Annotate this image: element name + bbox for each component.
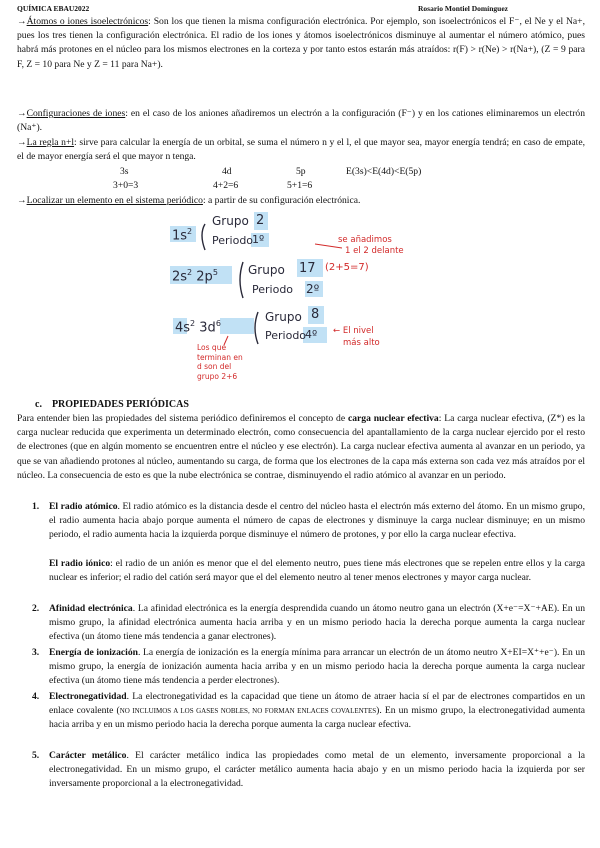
hw-row3-period-label: Periodo — [265, 329, 307, 342]
list-item-electronegativity — [32, 690, 585, 733]
paragraph-effective-charge — [17, 412, 585, 483]
hw-row1-config: $1s^2$ — [172, 227, 193, 244]
item-text: . La afinidad electrónica es la energía desprendida cuando un átomo neutro gana un electrón (X+e⁻=X⁻+AE). En un mismo grupo, la afinidad electrónica aumenta hacia arriba y en un mismo periodo hacia la derecha porque aumenta la carga nuclear efectiva (un átomo tiene más tendencia a ganar electrones). — [49, 603, 586, 643]
section-heading — [35, 399, 189, 410]
item-smallcaps-note: NO INCLUIMOS A LOS GASES NOBLES, NO FORMAN ENLACES COVALENTES — [119, 707, 377, 716]
intro-text: : La carga nuclear efectiva, (Z*) es la carga nuclear reducida que experimenta un determinado electrón, como consecuencia del apantallamiento de la carga nuclear ejercido por el resto de electrones (que en algún momento se encuentren entre el núcleo y ese electrón). La carga nuclear efectiva aumenta al avanzar en un periodo, ya que se van añadiendo protones al núcleo, aumentando su carga, de forma que los electrones de la capa más externa son cada vez más atraídos por el núcleo. La consecuencia de esto es que la nube electrónica se contrae, disminuyendo el radio atómico al avanzar en un periodo. — [17, 413, 585, 481]
header-author: Rosario Montiel Domínguez — [418, 4, 508, 13]
term-nl-rule: La regla n+l — [26, 137, 75, 148]
hw-note-level-line2: más alto — [343, 338, 380, 348]
hw-row1-group-value: 2 — [256, 213, 265, 228]
nl-col-4d: 4d — [222, 166, 232, 177]
hw-row3-group-label: Grupo — [265, 310, 302, 324]
item-text-b: ). En un mismo grupo, la electronegatividad aumenta hacia arriba y en un mismo periodo hacia la derecha porque aumenta la carga nuclear efectiva. — [49, 705, 585, 731]
item-text: . El carácter metálico indica las propiedades como metal de un elemento, inversamente proporcional a la electronegatividad. En un mismo grupo, el carácter metálico aumenta hacia abajo y en un mismo periodo hacia la izquierda por ser inversamente proporcional a la electronegatividad. — [49, 750, 585, 790]
item-number: 2. — [32, 603, 40, 614]
list-item-ionization-energy — [32, 646, 585, 689]
nl-sum-5p: 5+1=6 — [287, 180, 313, 191]
list-item-atomic-radius — [32, 500, 585, 543]
item-number: 1. — [32, 501, 40, 512]
intro-pre: Para entender bien las propiedades del sistema periódico definiremos el concepto de — [17, 413, 348, 424]
item-term: El radio atómico — [49, 501, 118, 512]
hw-row2-group-value: 17 — [299, 261, 316, 276]
hw-note-d-block: Los que terminan en d son del grupo 2+6 — [197, 343, 243, 381]
header-subject: QUÍMICA EBAU2022 — [17, 4, 90, 13]
text-nl-rule: : sirve para calcular la energía de un orbital, se suma el número n y el l, el que mayor sea, mayor energía tendrá; en caso de empate, el de mayor energía será el que mayor n tenga. — [17, 137, 585, 163]
hw-note-level-line1: ← El nivel — [333, 326, 374, 336]
term-effective-charge: carga nuclear efectiva — [347, 413, 439, 424]
hw-row2-period-label: Periodo — [252, 283, 294, 296]
list-item-electron-affinity — [32, 602, 585, 645]
arrow-icon: → — [17, 108, 27, 119]
hw-row3-group-value: 8 — [311, 307, 320, 322]
text-locate-element: : a partir de su configuración electrónica. — [202, 195, 361, 206]
section-title: PROPIEDADES PERIÓDICAS — [51, 399, 189, 410]
arrow-icon: → — [17, 137, 27, 148]
term-isoelectronic: Átomos o iones isoelectrónicos — [26, 16, 149, 27]
text-ion-configurations: : en el caso de los aniones añadiremos un electrón a la configuración (F⁻) y en los cationes eliminaremos un electrón (Na⁺). — [17, 108, 585, 134]
arrow-icon: → — [17, 195, 27, 206]
item-number: 5. — [32, 750, 40, 761]
section-label: c. — [35, 399, 42, 410]
item-term: El radio iónico — [49, 558, 111, 569]
item-term: Carácter metálico — [49, 750, 127, 761]
list-item-ionic-radius — [32, 557, 585, 585]
nl-sum-3s: 3+0=3 — [113, 180, 139, 191]
hw-row2-group-calc: (2+5=7) — [325, 262, 369, 273]
hw-row3-period-value: 4º — [305, 328, 318, 341]
term-ion-configurations: Configuraciones de iones — [26, 108, 126, 119]
nl-energy-order: E(3s)<E(4d)<E(5p) — [346, 166, 422, 177]
item-term: Afinidad electrónica — [49, 603, 133, 614]
nl-col-3s: 3s — [120, 166, 129, 177]
item-number: 4. — [32, 691, 40, 702]
item-term: Energía de ionización — [49, 647, 138, 658]
hw-row2-period-value: 2º — [306, 282, 320, 296]
arrow-icon: → — [17, 16, 27, 27]
text-isoelectronic: : Son los que tienen la misma configuración electrónica. Por ejemplo, son isoelectrónicos el F⁻, el Ne y el Na+, pues los tres tienen la configuración electrónica. El radio de los iones y átomos isoelectrónicos disminuye al aumentar el número atómico, pues habrá más protones en el núcleo para los mismos electrones en la corteza y por tanto estos estarán más atraídos: r(F) > r(Ne) > r(Na+), (Z = 9 para F, Z = 10 para Ne y Z = 11 para Na+). — [17, 16, 585, 70]
item-text: : el radio de un anión es menor que el del elemento neutro, pues tiene más electrones que se repelen entre ellos y la carga nuclear es inferior; el radio del catión será mayor que el del elemento neutro al tener menos electrones y mayor carga nuclear. — [49, 558, 586, 584]
hw-note-sum-line2: 1 el 2 delante — [345, 246, 404, 256]
item-number: 3. — [32, 647, 40, 658]
item-term: Electronegatividad — [49, 691, 127, 702]
list-item-metallic-character — [32, 749, 585, 792]
hw-note-sum-line1: se añadimos — [338, 235, 392, 245]
hw-row1-period-label: Periodo — [212, 234, 254, 247]
term-locate-element: Localizar un elemento en el sistema periódico — [26, 195, 203, 206]
nl-sum-4d: 4+2=6 — [213, 180, 239, 191]
hw-row3-config: $4s^2$ $3d^6$ — [175, 319, 221, 336]
item-text-a: . La electronegatividad es la capacidad que tiene un átomo de atraer hacia sí el par de electrones compartidos en un enlace covalente ( — [49, 691, 585, 717]
hw-row2-group-label: Grupo — [248, 263, 285, 277]
nl-col-5p: 5p — [296, 166, 306, 177]
hw-row1-group-label: Grupo — [212, 214, 249, 228]
item-text: . El radio atómico es la distancia desde el centro del núcleo hasta el electrón más externo del átomo. En un mismo grupo, el radio aumenta hacia abajo porque aumenta el número de capas de electrones y disminuye la carga nuclear disminuye; en un mismo periodo, el radio aumenta hacia la izquierda porque disminuye el número de protones, y por ello la carga nuclear efectiva. — [49, 501, 586, 541]
item-text: . La energía de ionización es la energía mínima para arrancar un electrón de un átomo neutro X+EI=X⁺+e⁻). En un mismo grupo, la energía de ionización aumenta hacia arriba y en un mismo periodo hacia la derecha porque aumenta la carga nuclear efectiva (un átomo tiene más tendencia a perder electrones). — [49, 647, 585, 687]
hw-row2-config: $2s^2$ $2p^5$ — [172, 268, 218, 285]
hw-row1-period-value: 1º — [252, 233, 265, 246]
